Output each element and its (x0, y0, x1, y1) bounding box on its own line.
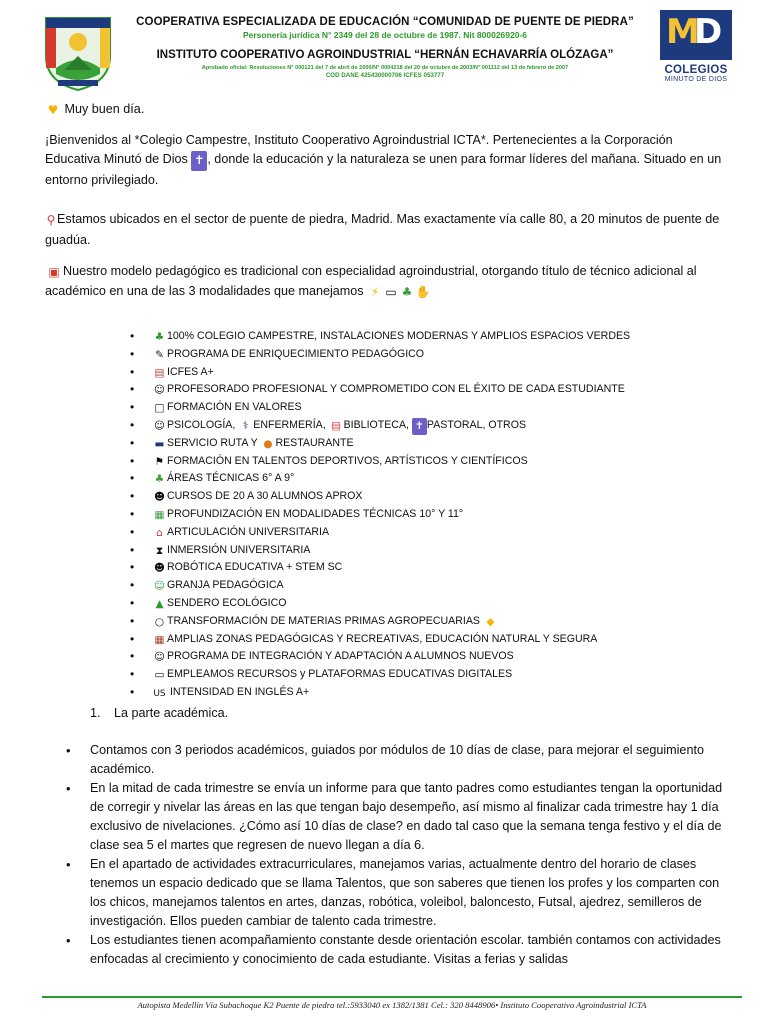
mountain-icon: ▲ (155, 597, 164, 610)
list-item: • ▬ SERVICIO RUTA Y ● RESTAURANTE (130, 435, 690, 453)
hand-icon: ✋ (415, 285, 431, 300)
list-item: • En la mitad de cada trimestre se envía un informe para que tanto padres como estudiantes tengan la oportunidad de corregir y nivelar las áreas en las que tengan bajo desempeño, así mismo al finalizar cada trimestre hay 1 día exclusivo de nivelaciones. ¿Cómo así 10 días de clase? en dado tal caso que la semana tenga festivo y el día de clase sea 5 el martes que regresen de nuevo llegan a día 6. (66, 779, 726, 855)
library-icon: ▤ (331, 419, 342, 432)
list-item: • ⚑ FORMACIÓN EN TALENTOS DEPORTIVOS, ARTÍSTICOS Y CIENTÍFICOS (130, 453, 690, 471)
runner-icon: ⚑ (154, 455, 165, 468)
book-icon: ▣ (48, 264, 60, 279)
egg-icon: ○ (154, 615, 165, 628)
greeting: ♥ Muy buen día. (45, 100, 725, 121)
features-list (130, 328, 690, 703)
list-item: • ☺ GRANJA PEDAGÓGICA (130, 577, 690, 595)
psychologist-icon: ☺ (154, 419, 165, 432)
header-text-block (125, 16, 645, 79)
logo-line-minuto-de-dios: MINUTO DE DIOS (664, 76, 728, 83)
academic-bullets (66, 741, 726, 969)
dane-code: COD DANE 425430000706 ICFES 053777 (325, 72, 445, 79)
list-item: • ✎ PROGRAMA DE ENRIQUECIMIENTO PEDAGÓGICO (130, 346, 690, 364)
list-item: • ♣ ÁREAS TÉCNICAS 6° A 9° (130, 470, 690, 488)
location-paragraph: ⚲ Estamos ubicados en el sector de puente de piedra, Madrid. Mas exactamente vía calle 80, a 20 minutos de puente de guadúa. (45, 212, 720, 247)
lightning-icon: ⚡ (370, 285, 380, 300)
scroll-icon: □ (154, 402, 165, 415)
list-item: • Los estudiantes tienen acompañamiento constante desde orientación escolar. también contamos con actividades enfocadas al crecimiento y conocimiento de cada estudiante. Visitas a ferias y salidas (66, 931, 726, 969)
list-item: • □ FORMACIÓN EN VALORES (130, 399, 690, 417)
certificate-icon: ▦ (154, 508, 165, 521)
list-item: • ▦ PROFUNDIZACIÓN EN MODALIDADES TÉCNICAS 10° Y 11° (130, 506, 690, 524)
teacher-icon: ☺ (154, 384, 165, 397)
list-item: • En el apartado de actividades extracurriculares, manejamos varias, actualmente dentro del horario de clases tenemos un espacio dedicado que se llama Talentos, que son saberes que tienen los profes y los comparten con los chicos, manejamos talentos en artes, danzas, robótica, voleibol, baloncesto, Futsal, ajedrez, semilleros de investigación. Ellos pueden cambiar de talento cada trimestre. (66, 855, 726, 931)
document-body (45, 100, 725, 303)
cross-icon: ✝ (191, 151, 207, 171)
university-icon: ⌂ (156, 526, 163, 539)
seedling-icon: ♣ (154, 473, 165, 486)
list-item: • ○ TRANSFORMACIÓN DE MATERIAS PRIMAS AGROPECUARIAS ◆ (130, 613, 690, 631)
welcome-paragraph: ¡Bienvenidos al *Colegio Campestre, Instituto Cooperativo Agroindustrial ICTA*. Pertenecientes a la Corporación Educativa Minutó de Dios ✝ , donde la educación y la naturaleza se unen para formar líderes del mañana. Situado en un entorno privilegiado. (45, 132, 722, 187)
sprout-icon: ♣ (401, 285, 413, 300)
list-item: • ▤ ICFES A+ (130, 364, 690, 382)
list-item: • ▲ SENDERO ECOLÓGICO (130, 595, 690, 613)
list-item: • Contamos con 3 periodos académicos, guiados por módulos de 10 días de clase, para mejorar el seguimiento académico. (66, 741, 726, 779)
colegios-minuto-de-dios-logo (658, 10, 734, 90)
list-item: • ▦ AMPLIAS ZONAS PEDAGÓGICAS Y RECREATIVAS, EDUCACIÓN NATURAL Y SEGURA (130, 631, 690, 649)
list-item: • ♣ 100% COLEGIO CAMPESTRE, INSTALACIONES MODERNAS Y AMPLIOS ESPACIOS VERDES (130, 328, 690, 346)
memo-icon: ✎ (155, 348, 164, 361)
pin-icon: ⚲ (46, 213, 56, 228)
list-item: • ⌂ ARTICULACIÓN UNIVERSITARIA (130, 524, 690, 542)
bus-icon: ▬ (154, 437, 165, 450)
hourglass-icon: ⧗ (155, 544, 164, 557)
footer-divider (42, 996, 742, 998)
farmer-icon: ☺ (154, 580, 165, 593)
list-item: • ☺ PROGRAMA DE INTEGRACIÓN Y ADAPTACIÓN A ALUMNOS NUEVOS (130, 648, 690, 666)
stethoscope-icon: ⚕ (242, 419, 249, 432)
list-item: • ☻ CURSOS DE 20 A 30 ALUMNOS APROX (130, 488, 690, 506)
md-logo-mark: M D (660, 10, 732, 60)
logo-line-colegios: COLEGIOS (664, 64, 728, 76)
cooperative-name: COOPERATIVA ESPECIALIZADA DE EDUCACIÓN “COMUNIDAD DE PUENTE DE PIEDRA” (136, 16, 634, 28)
school-crest-icon (38, 12, 118, 92)
smiley-icon: ☺ (154, 651, 165, 664)
legal-registration: Personería jurídica N° 2349 del 28 de octubre de 1987. Nit 800026920-6 (242, 30, 528, 40)
playground-icon: ▦ (154, 633, 165, 646)
academic-section-heading: 1. La parte académica. (90, 706, 229, 720)
robot-icon: ☻ (154, 562, 165, 575)
heart-icon: ♥ (47, 103, 59, 117)
food-icon: ● (263, 437, 273, 450)
list-item: • ☺ PROFESORADO PROFESIONAL Y COMPROMETIDO CON EL ÉXITO DE CADA ESTUDIANTE (130, 381, 690, 399)
tree-icon: ♣ (154, 331, 165, 343)
cross-icon: ✝ (412, 418, 427, 435)
books-icon: ▤ (154, 366, 165, 379)
list-item: • ☺ PSICOLOGÍA, ⚕ ENFERMERÍA, ▤ BIBLIOTECA, ✝ PASTORAL, OTROS (130, 417, 690, 435)
laptop-icon: ▭ (154, 669, 165, 682)
list-item: • ☻ ROBÓTICA EDUCATIVA + STEM SC (130, 559, 690, 577)
laptop-icon: ▭ (385, 285, 397, 300)
group-icon: ☻ (154, 491, 165, 504)
model-paragraph: ▣ Nuestro modelo pedagógico es tradicional con especialidad agroindustrial, otorgando título de técnico adicional al académico en una de las 3 modalidades que manejamos ⚡ ▭ ♣ ✋ (45, 262, 725, 303)
official-approval: Aprobado oficial: Resoluciones N° 000121 del 7 de abril de 2000/N° 0004218 del 20 de octubre de 2003/N° 001112 del 13 de febrero de 2007 (201, 65, 569, 71)
list-item: • US INTENSIDAD EN INGLÉS A+ (130, 684, 690, 703)
document-header (0, 0, 768, 98)
cheese-icon: ◆ (486, 615, 495, 628)
list-item: • ⧗ INMERSIÓN UNIVERSITARIA (130, 542, 690, 560)
list-item: • ▭ EMPLEAMOS RECURSOS y PLATAFORMAS EDUCATIVAS DIGITALES (130, 666, 690, 684)
footer-address: Autopista Medellín Vía Subachoque K2 Puente de piedra tel.:5933040 ex 1382/1381 Cel.: 320 8448906• Instituto Cooperativo Agroindustrial ICTA (137, 1000, 647, 1010)
institute-name: INSTITUTO COOPERATIVO AGROINDUSTRIAL “HERNÁN ECHAVARRÍA OLÓZAGA” (156, 49, 614, 61)
us-flag-icon: US (153, 688, 166, 699)
